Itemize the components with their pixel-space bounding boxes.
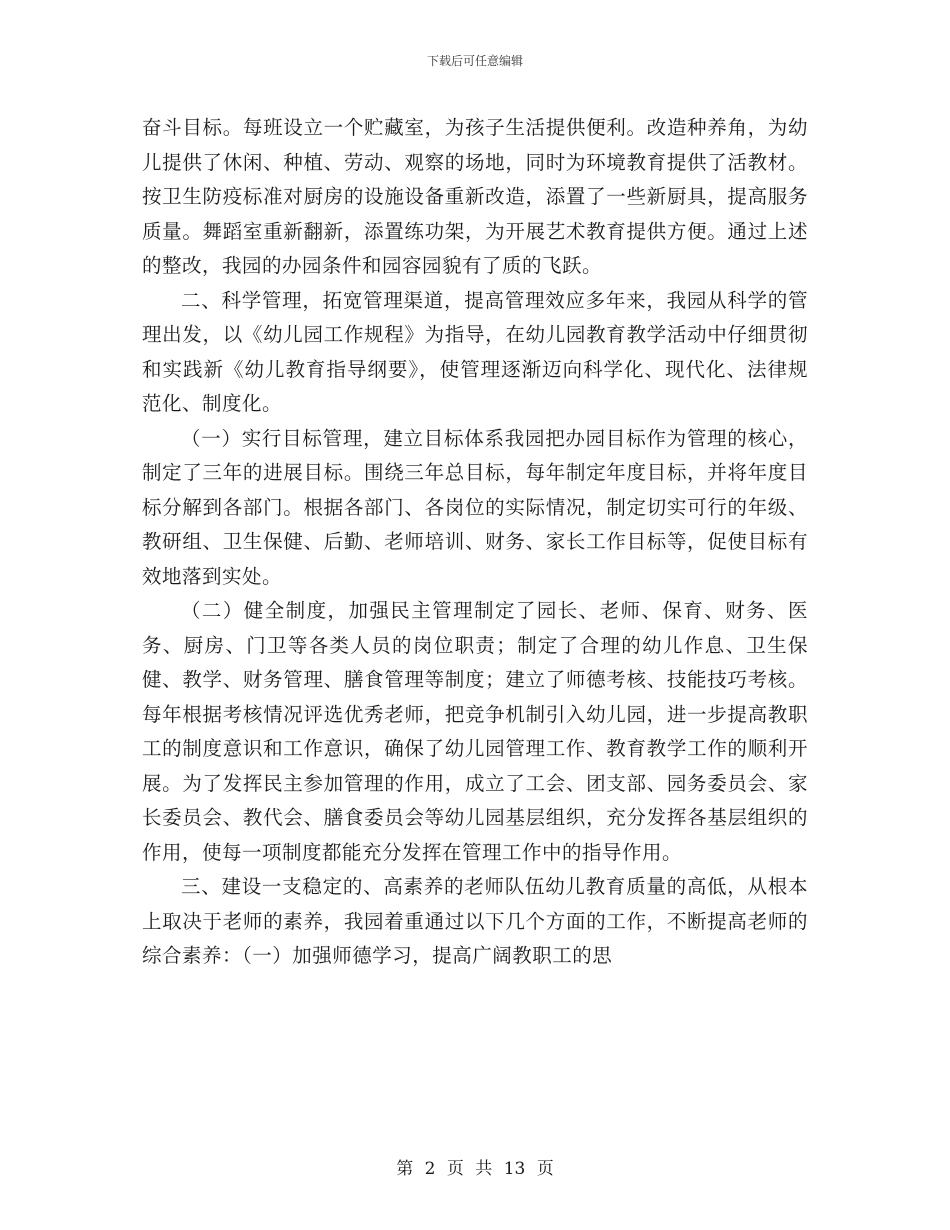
page-footer: 第 2 页 共 13 页 [396, 1159, 554, 1179]
document-body [142, 111, 808, 974]
paragraph-target-management: （一）实行目标管理，建立目标体系我园把办园目标作为管理的核心，制定了三年的进展目标。围绕三年总目标，每年制定年度目标，并将年度目标分解到各部门。根据各部门、各岗位的实际情况，制定切实可行的年级、教研组、卫生保健、后勤、老师培训、财务、家长工作目标等，促使目标有效地落到实处。 [142, 426, 808, 588]
paragraph-section-two: 二、科学管理，拓宽管理渠道，提高管理效应多年来，我园从科学的管理出发，以《幼儿园工作规程》为指导，在幼儿园教育教学活动中仔细贯彻和实践新《幼儿教育指导纲要》，使管理逐渐迈向科学化、现代化、法律规范化、制度化。 [142, 288, 808, 415]
paragraph-continuation: 奋斗目标。每班设立一个贮藏室，为孩子生活提供便利。改造种养角，为幼儿提供了休闲、种植、劳动、观察的场地，同时为环境教育提供了活教材。按卫生防疫标准对厨房的设施设备重新改造，添置了一些新厨具，提高服务质量。舞蹈室重新翻新，添置练功架，为开展艺术教育提供方便。通过上述的整改，我园的办园条件和园容园貌有了质的飞跃。 [142, 116, 808, 277]
paragraph-rules-democracy: （二）健全制度，加强民主管理制定了园长、老师、保育、财务、医务、厨房、门卫等各类人员的岗位职责；制定了合理的幼儿作息、卫生保健、教学、财务管理、膳食管理等制度；建立了师德考核、技能技巧考核。每年根据考核情况评选优秀老师，把竞争机制引入幼儿园，进一步提高教职工的制度意识和工作意识，确保了幼儿园管理工作、教育教学工作的顺利开展。为了发挥民主参加管理的作用，成立了工会、团支部、园务委员会、家长委员会、教代会、膳食委员会等幼儿园基层组织，充分发挥各基层组织的作用，使每一项制度都能充分发挥在管理工作中的指导作用。 [142, 599, 808, 864]
page-header: 下载后可任意编辑 [426, 54, 523, 68]
paragraph-section-three: 三、建设一支稳定的、高素养的老师队伍幼儿教育质量的高低，从根本上取决于老师的素养，我园着重通过以下几个方面的工作，不断提高老师的综合素养：（一）加强师德学习，提高广阔教职工的思 [142, 875, 808, 967]
